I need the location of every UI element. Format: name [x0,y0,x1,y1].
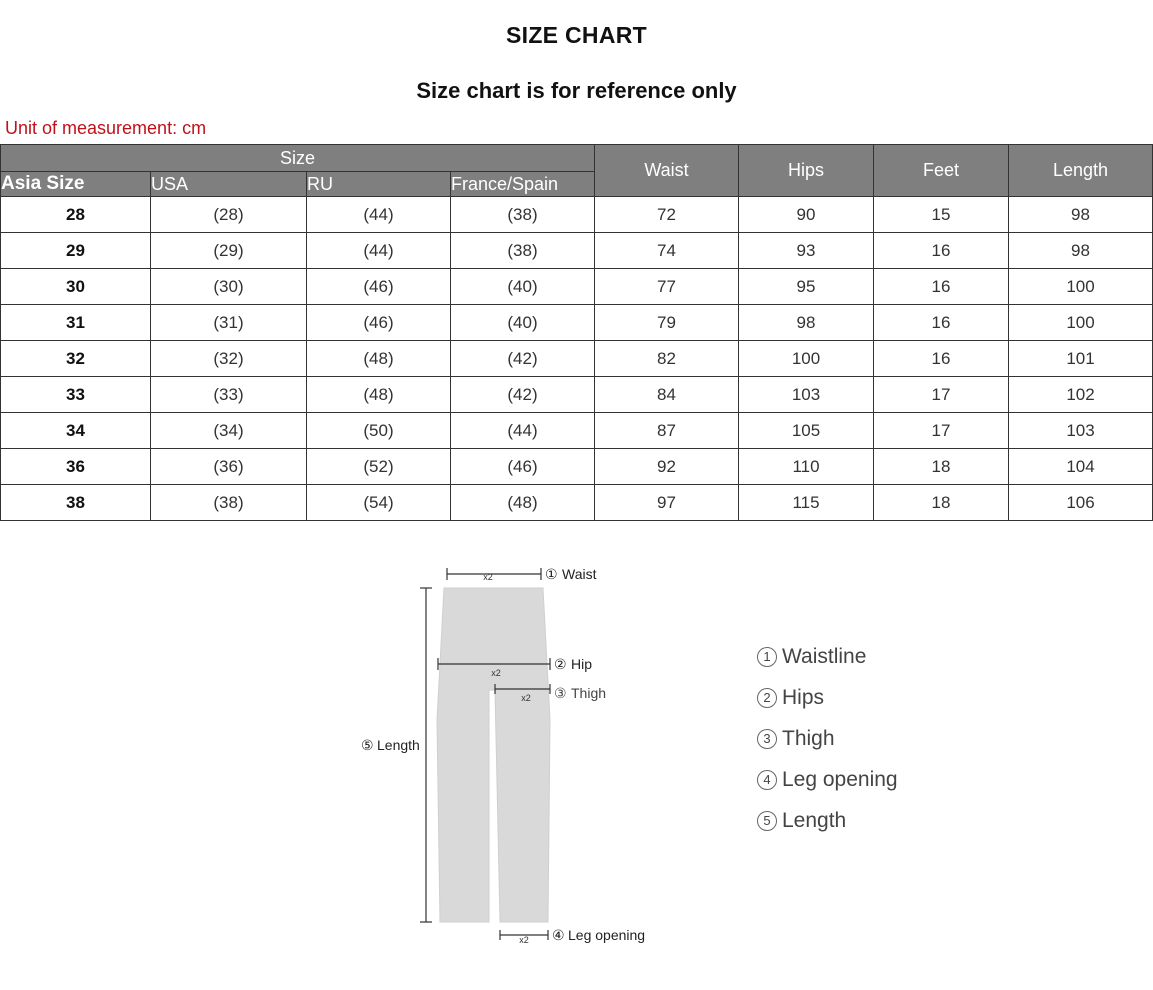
size-chart-table [0,144,1153,521]
thigh-label: Thigh [571,685,607,701]
table-row [1,305,1153,341]
length-marker: ⑤ [361,738,374,754]
cell-feet: 16 [874,269,1009,305]
cell-length: 106 [1009,485,1153,521]
cell-feet: 15 [874,197,1009,233]
cell-usa: (31) [151,305,307,341]
cell-asia-size: 36 [1,449,151,485]
waist-marker: ① [545,567,558,583]
cell-usa: (33) [151,377,307,413]
header-feet: Feet [874,145,1009,197]
cell-asia-size: 30 [1,269,151,305]
cell-waist: 97 [595,485,739,521]
cell-france-spain: (46) [451,449,595,485]
cell-france-spain: (38) [451,197,595,233]
header-waist: Waist [595,145,739,197]
cell-asia-size: 28 [1,197,151,233]
cell-length: 103 [1009,413,1153,449]
cell-usa: (34) [151,413,307,449]
cell-waist: 79 [595,305,739,341]
waist-multiplier: x2 [483,572,493,582]
cell-waist: 74 [595,233,739,269]
cell-ru: (46) [307,305,451,341]
length-label: Length [377,737,420,753]
hip-label: Hip [571,656,593,672]
header-usa: USA [151,172,307,197]
cell-hips: 115 [739,485,874,521]
cell-ru: (46) [307,269,451,305]
legend-item-hips [757,677,898,718]
cell-asia-size: 38 [1,485,151,521]
cell-waist: 92 [595,449,739,485]
cell-hips: 95 [739,269,874,305]
table-row [1,233,1153,269]
pants-silhouette [437,588,550,922]
cell-france-spain: (40) [451,269,595,305]
cell-hips: 105 [739,413,874,449]
legend-number-2: 2 [757,688,777,708]
cell-feet: 17 [874,377,1009,413]
hip-multiplier: x2 [491,668,501,678]
legend-label-length: Length [782,808,847,832]
cell-hips: 103 [739,377,874,413]
cell-usa: (29) [151,233,307,269]
thigh-marker: ③ [554,686,567,702]
leg-opening-label: Leg opening [568,927,646,943]
legend-label-hips: Hips [782,685,825,709]
cell-feet: 16 [874,233,1009,269]
cell-usa: (32) [151,341,307,377]
measurement-legend [757,636,898,841]
unit-note: Unit of measurement: cm [5,118,207,138]
legend-item-leg-opening [757,759,898,800]
legend-number-4: 4 [757,770,777,790]
size-group-header: Size [1,145,595,172]
legend-label-leg-opening: Leg opening [782,767,898,791]
cell-waist: 82 [595,341,739,377]
leg-opening-marker: ④ [552,928,565,944]
leg-opening-multiplier: x2 [519,935,529,945]
cell-hips: 98 [739,305,874,341]
legend-item-length [757,800,898,841]
cell-length: 100 [1009,305,1153,341]
cell-ru: (52) [307,449,451,485]
cell-france-spain: (38) [451,233,595,269]
legend-item-thigh [757,718,898,759]
cell-asia-size: 29 [1,233,151,269]
table-row [1,197,1153,233]
legend-label-thigh: Thigh [782,726,835,750]
cell-france-spain: (44) [451,413,595,449]
cell-feet: 18 [874,449,1009,485]
cell-waist: 77 [595,269,739,305]
cell-length: 98 [1009,233,1153,269]
cell-hips: 110 [739,449,874,485]
cell-usa: (28) [151,197,307,233]
cell-ru: (44) [307,197,451,233]
cell-waist: 87 [595,413,739,449]
cell-ru: (48) [307,341,451,377]
header-ru: RU [307,172,451,197]
table-row [1,269,1153,305]
table-row [1,485,1153,521]
cell-length: 100 [1009,269,1153,305]
cell-asia-size: 32 [1,341,151,377]
cell-length: 102 [1009,377,1153,413]
cell-france-spain: (42) [451,341,595,377]
header-france-spain: France/Spain [451,172,595,197]
cell-france-spain: (42) [451,377,595,413]
cell-asia-size: 31 [1,305,151,341]
cell-length: 101 [1009,341,1153,377]
table-row [1,377,1153,413]
thigh-multiplier: x2 [521,693,531,703]
cell-ru: (50) [307,413,451,449]
cell-feet: 16 [874,305,1009,341]
cell-feet: 18 [874,485,1009,521]
waist-label: Waist [562,566,597,582]
cell-usa: (36) [151,449,307,485]
cell-france-spain: (48) [451,485,595,521]
table-row [1,341,1153,377]
cell-usa: (30) [151,269,307,305]
table-row [1,413,1153,449]
cell-feet: 17 [874,413,1009,449]
cell-ru: (48) [307,377,451,413]
cell-hips: 90 [739,197,874,233]
cell-hips: 93 [739,233,874,269]
cell-feet: 16 [874,341,1009,377]
cell-asia-size: 34 [1,413,151,449]
legend-label-waistline: Waistline [782,644,867,668]
hip-marker: ② [554,657,567,673]
table-row [1,449,1153,485]
waist-measure-line [447,568,541,580]
pants-measurement-diagram [340,550,680,960]
page-title: SIZE CHART [506,22,647,48]
cell-usa: (38) [151,485,307,521]
cell-length: 98 [1009,197,1153,233]
cell-waist: 72 [595,197,739,233]
header-asia-size: Asia Size [1,172,151,197]
page-subtitle: Size chart is for reference only [416,78,737,103]
legend-number-3: 3 [757,729,777,749]
legend-number-5: 5 [757,811,777,831]
cell-ru: (54) [307,485,451,521]
length-measure-line [420,588,432,922]
cell-france-spain: (40) [451,305,595,341]
cell-waist: 84 [595,377,739,413]
cell-ru: (44) [307,233,451,269]
header-hips: Hips [739,145,874,197]
cell-hips: 100 [739,341,874,377]
cell-length: 104 [1009,449,1153,485]
cell-asia-size: 33 [1,377,151,413]
header-length: Length [1009,145,1153,197]
size-table-body [1,197,1153,521]
legend-number-1: 1 [757,647,777,667]
legend-item-waistline [757,636,898,677]
